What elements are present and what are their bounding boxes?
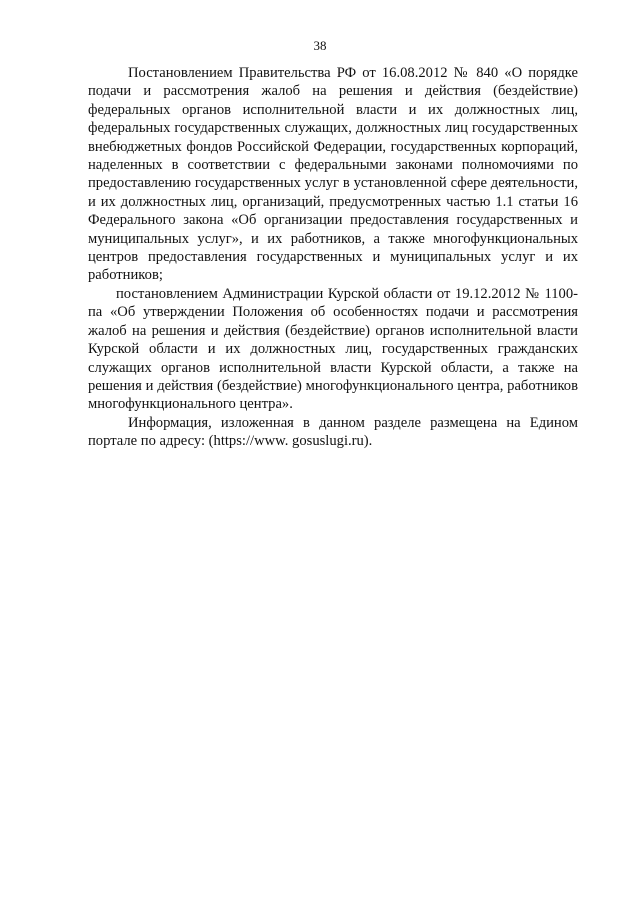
paragraph-government-decree: Постановлением Правительства РФ от 16.08.2012 № 840 «О порядке подачи и рассмотрения жалоб на решения и действия (бездействие) федеральных органов исполнительной власти и их должностных лиц, федеральных государственных служащих, должностных лиц государственных внебюджетных фондов Российской Федерации, государственных корпораций, наделенных в соответствии с федеральными законами полномочиями по предоставлению государственных услуг в установленной сфере деятельности, и их должностных лиц, организаций, предусмотренных частью 1.1 статьи 16 Федерального закона «Об организации предоставления государственных и муниципальных услуг», и их работников, а также многофункциональных центров предоставления государственных и муниципальных услуг и их работников; xyxy=(88,65,578,284)
document-body xyxy=(88,64,578,451)
paragraph-portal-information: Информация, изложенная в данном разделе размещена на Едином портале по адресу: (https://www. gosuslugi.ru). xyxy=(88,414,578,450)
paragraph-kursk-administration-decree: постановлением Администрации Курской области от 19.12.2012 № 1100-па «Об утверждении Положения об особенностях подачи и рассмотрения жалоб на решения и действия (бездействие) органов исполнительной власти Курской области и их должностных лиц, государственных гражданских служащих органов исполнительной власти Курской области, а также на решения и действия (бездействие) многофункционального центра, работников многофункционального центра». xyxy=(88,285,578,413)
page-number: 38 xyxy=(313,38,327,53)
